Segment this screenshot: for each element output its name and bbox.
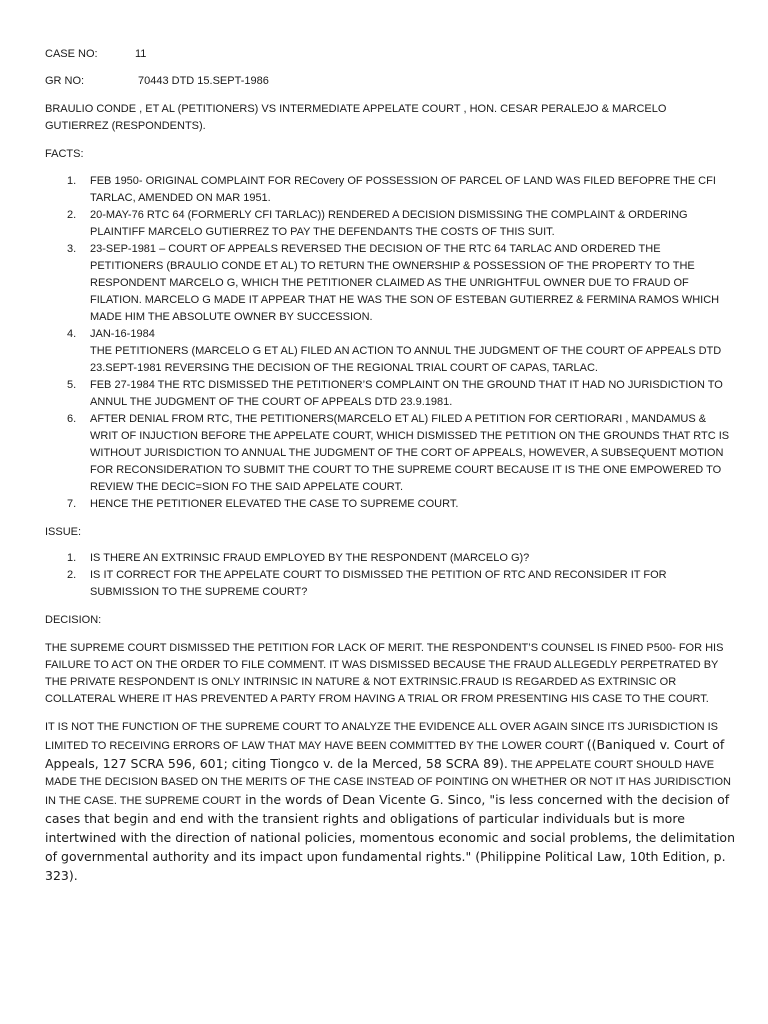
list-item [45,496,735,513]
list-item-text: AFTER DENIAL FROM RTC, THE PETITIONERS(MARCELO ET AL) FILED A PETITION FOR CERTIORARI , MANDAMUS & WRIT OF INJUCTION BEFORE THE APPELATE COURT, WHICH DISMISSED THE PETITION ON THE GROUNDS THAT RTC IS WITHOUT JURISDICTION TO ANNUAL THE JUDGMENT OF THE CORT OF APPEALS, HOWEVER, A SUBSEQUENT MOTION FOR RECONSIDERATION TO SUBMIT THE COURT TO THE SUPREME COURT BECAUSE IT IS THE ONE EMPOWERED TO REVIEW THE DECIC=SION FO THE SAID APPELATE COURT. [90,413,730,493]
case-no-value: 11 [135,48,147,60]
facts-list [45,173,735,513]
list-item-number: 5. [67,379,77,391]
list-item-text: THE PETITIONERS (MARCELO G ET AL) FILED AN ACTION TO ANNUL THE JUDGMENT OF THE COURT OF APPEALS DTD 23.SEPT-1981 REVERSING THE DECISION OF THE REGIONAL TRIAL COURT OF CAPAS, TARLAC. [90,345,722,374]
list-item-number: 3. [67,243,77,255]
list-item-text: IS IT CORRECT FOR THE APPELATE COURT TO DISMISSED THE PETITION OF RTC AND RECONSIDER IT FOR SUBMISSION TO THE SUPREME COURT? [90,569,667,598]
list-item-number: 2. [67,569,77,581]
list-item [45,550,735,567]
list-item-date: JAN-16-1984 [90,328,155,340]
decision-paragraph-2 [45,719,735,886]
list-item-number: 1. [67,175,77,187]
decision-p2-text-1: IT IS NOT THE FUNCTION OF THE SUPREME COURT TO ANALYZE THE EVIDENCE ALL OVER AGAIN SINCE ITS JURISDICTION IS LIMITED TO RECEIVING ERRORS OF LAW THAT MAY HAVE BEEN COMMITTED BY THE LOWER COURT [45,721,718,752]
list-item-text: IS THERE AN EXTRINSIC FRAUD EMPLOYED BY THE RESPONDENT (MARCELO G)? [90,552,530,564]
issue-heading: ISSUE: [45,526,82,538]
issue-list [45,550,735,601]
decision-p2-quote: in the words of Dean Vicente G. Sinco, "is less concerned with the decision of cases that begin and end with the transient rights and obligations of particular individuals but is more intertwined with the direction of national policies, momentous economic and social problems, the delimitation of governmental authority and its impact upon fundamental rights." (Philippine Political Law, 10th Edition, p. 323). [45,792,735,883]
gr-no-value: 70443 DTD 15.SEPT-1986 [138,75,269,87]
decision-p2-text-2: THE APPELATE COURT SHOULD HAVE MADE THE DECISION BASED ON THE MERITS OF THE CASE INSTEAD OF POINTING ON WHETHER OR NOT IT HAS JURIDISCTION IN THE CASE. THE SUPREME COURT [45,759,731,807]
list-item-number: 2. [67,209,77,221]
case-parties: BRAULIO CONDE , ET AL (PETITIONERS) VS INTERMEDIATE APPELATE COURT , HON. CESAR PERALEJO & MARCELO GUTIERREZ (RESPONDENTS). [45,103,667,132]
list-item-number: 4. [67,328,77,340]
list-item-text: FEB 1950- ORIGINAL COMPLAINT FOR RECovery OF POSSESSION OF PARCEL OF LAND WAS FILED BEFOPRE THE CFI TARLAC, AMENDED ON MAR 1951. [90,175,716,204]
list-item [45,377,735,411]
list-item [45,411,735,496]
list-item-text: HENCE THE PETITIONER ELEVATED THE CASE TO SUPREME COURT. [90,498,459,510]
gr-no-label: GR NO: [45,75,85,87]
decision-heading: DECISION: [45,614,102,626]
facts-heading: FACTS: [45,148,84,160]
case-no-label: CASE NO: [45,48,98,60]
decision-paragraph-1: THE SUPREME COURT DISMISSED THE PETITION FOR LACK OF MERIT. THE RESPONDENT’S COUNSEL IS FINED P500- FOR HIS FAILURE TO ACT ON THE ORDER TO FILE COMMENT. IT WAS DISMISSED BECAUSE THE FRAUD ALLEGEDLY PERPETRATED BY THE PRIVATE RESPONDENT IS ONLY INTRINSIC IN NATURE & NOT EXTRINSIC.FRAUD IS REGARDED AS EXTRINSIC OR COLLATERAL WHERE IT HAS PREVENTED A PARTY FROM HAVING A TRIAL OR FROM PRESENTING HIS CASE TO THE COURT. [45,642,724,705]
list-item-text: 20-MAY-76 RTC 64 (FORMERLY CFI TARLAC)) RENDERED A DECISION DISMISSING THE COMPLAINT & ORDERING PLAINTIFF MARCELO GUTIERREZ TO PAY THE DEFENDANTS THE COSTS OF THIS SUIT. [90,209,688,238]
list-item-text: FEB 27-1984 THE RTC DISMISSED THE PETITIONER’S COMPLAINT ON THE GROUND THAT IT HAD NO JURISDICTION TO ANNUL THE JUDGMENT OF THE COURT OF APPEALS DTD 23.9.1981. [90,379,723,408]
list-item [45,326,735,377]
list-item [45,567,735,601]
list-item-number: 7. [67,498,77,510]
list-item [45,173,735,207]
list-item [45,207,735,241]
list-item-number: 1. [67,552,77,564]
list-item-text: 23-SEP-1981 – COURT OF APPEALS REVERSED THE DECISION OF THE RTC 64 TARLAC AND ORDERED THE PETITIONERS (BRAULIO CONDE ET AL) TO RETURN THE OWNERSHIP & POSSESSION OF THE PROPERTY TO THE RESPONDENT MARCELO G, WHICH THE PETITIONER CLAIMED AS THE UNRIGHTFUL OWNER DUE TO FRAUD OF FILATION. MARCELO G MADE IT APPEAR THAT HE WAS THE SON OF ESTEBAN GUTIERREZ & FERMINA RAMOS WHICH MADE HIM THE ABSOLUTE OWNER BY SUCCESSION. [90,243,720,323]
list-item-number: 6. [67,413,77,425]
list-item [45,241,735,326]
decision-p2-citation: ((Baniqued v. Court of Appeals, 127 SCRA 596, 601; citing Tiongco v. de la Merced, 58 SCRA 89). [45,737,725,771]
